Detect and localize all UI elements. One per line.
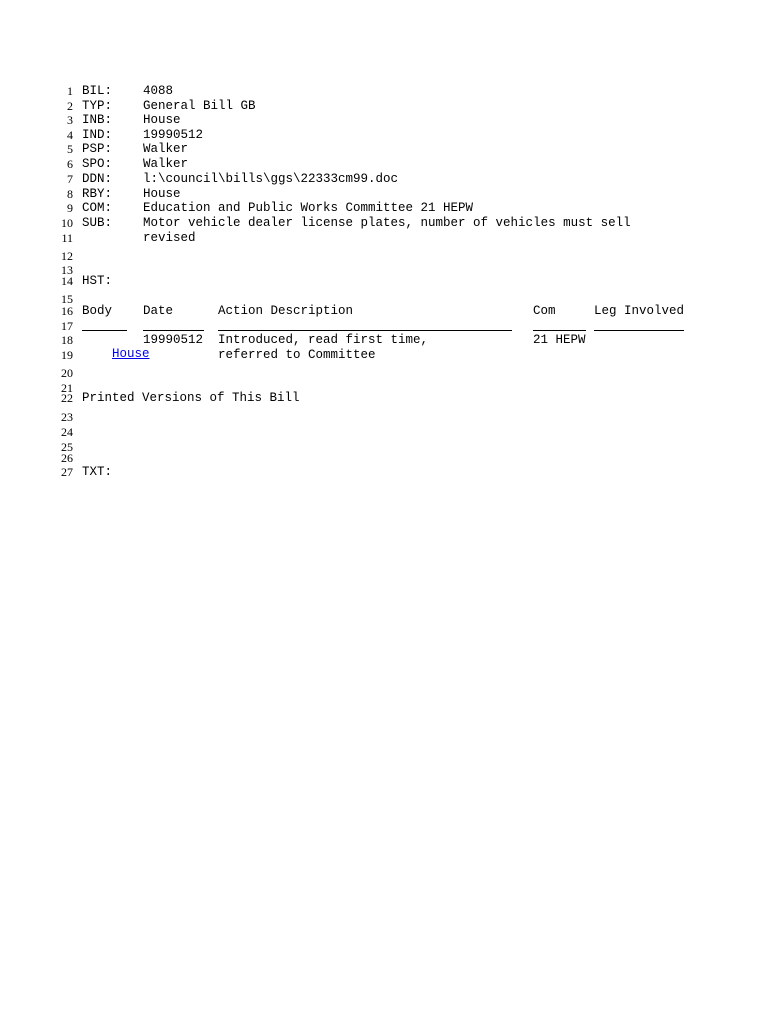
line-number: 6 — [67, 157, 73, 171]
history-row-com: 21 HEPW — [533, 333, 586, 347]
line-number: 22 — [61, 391, 73, 405]
history-header-date: Date — [143, 304, 174, 318]
line-number: 8 — [67, 187, 73, 201]
history-header-action: Action Description — [218, 304, 354, 318]
field-value-bil: 4088 — [143, 84, 174, 98]
history-body-link[interactable]: House — [112, 347, 150, 361]
field-label-rby: RBY: — [82, 187, 113, 201]
line-number: 24 — [61, 425, 73, 439]
table-row — [82, 333, 150, 375]
line-number: 16 — [61, 304, 73, 318]
field-label-psp: PSP: — [82, 142, 113, 156]
line-number: 26 — [61, 451, 73, 465]
field-value-psp: Walker — [143, 142, 189, 156]
history-row-action-continuation: referred to Committee — [218, 348, 376, 362]
line-number: 23 — [61, 410, 73, 424]
printed-versions-heading: Printed Versions of This Bill — [82, 391, 300, 405]
history-row-date: 19990512 — [143, 333, 204, 347]
line-number: 27 — [61, 465, 73, 479]
line-number: 17 — [61, 319, 73, 333]
field-value-typ: General Bill GB — [143, 99, 256, 113]
field-value-inb: House — [143, 113, 181, 127]
field-label-ind: IND: — [82, 128, 113, 142]
history-header-com: Com — [533, 304, 556, 318]
field-label-inb: INB: — [82, 113, 113, 127]
field-label-spo: SPO: — [82, 157, 113, 171]
header-rule-body — [82, 330, 127, 331]
field-label-ddn: DDN: — [82, 172, 113, 186]
line-number: 14 — [61, 274, 73, 288]
field-label-typ: TYP: — [82, 99, 113, 113]
line-number: 12 — [61, 249, 73, 263]
field-label-com: COM: — [82, 201, 113, 215]
line-number: 15 — [61, 292, 73, 306]
line-number: 18 — [61, 333, 73, 347]
history-label: HST: — [82, 274, 113, 288]
line-number: 5 — [67, 142, 73, 156]
line-number: 21 — [61, 381, 73, 395]
line-number: 7 — [67, 172, 73, 186]
header-rule-leg — [594, 330, 684, 331]
header-rule-action — [218, 330, 512, 331]
field-value-com: Education and Public Works Committee 21 HEPW — [143, 201, 474, 215]
line-number: 9 — [67, 201, 73, 215]
line-number: 4 — [67, 128, 73, 142]
field-value-rby: House — [143, 187, 181, 201]
line-number: 3 — [67, 113, 73, 127]
line-number: 10 — [61, 216, 73, 230]
line-number: 2 — [67, 99, 73, 113]
history-header-body: Body — [82, 304, 113, 318]
field-value-spo: Walker — [143, 157, 189, 171]
line-number: 20 — [61, 366, 73, 380]
line-number: 11 — [61, 231, 73, 245]
line-number: 13 — [61, 263, 73, 277]
text-label: TXT: — [82, 465, 113, 479]
field-value-sub: Motor vehicle dealer license plates, number of vehicles must sell — [143, 216, 631, 230]
header-rule-date — [143, 330, 204, 331]
field-value-ind: 19990512 — [143, 128, 204, 142]
history-header-leg: Leg Involved — [594, 304, 685, 318]
line-number: 19 — [61, 348, 73, 362]
line-number: 25 — [61, 440, 73, 454]
field-label-bil: BIL: — [82, 84, 113, 98]
field-value-ddn: l:\council\bills\ggs\22333cm99.doc — [143, 172, 399, 186]
field-label-sub: SUB: — [82, 216, 113, 230]
history-row-action: Introduced, read first time, — [218, 333, 429, 347]
header-rule-com — [533, 330, 586, 331]
line-number: 1 — [67, 84, 73, 98]
field-value-sub-continuation: revised — [143, 231, 196, 245]
